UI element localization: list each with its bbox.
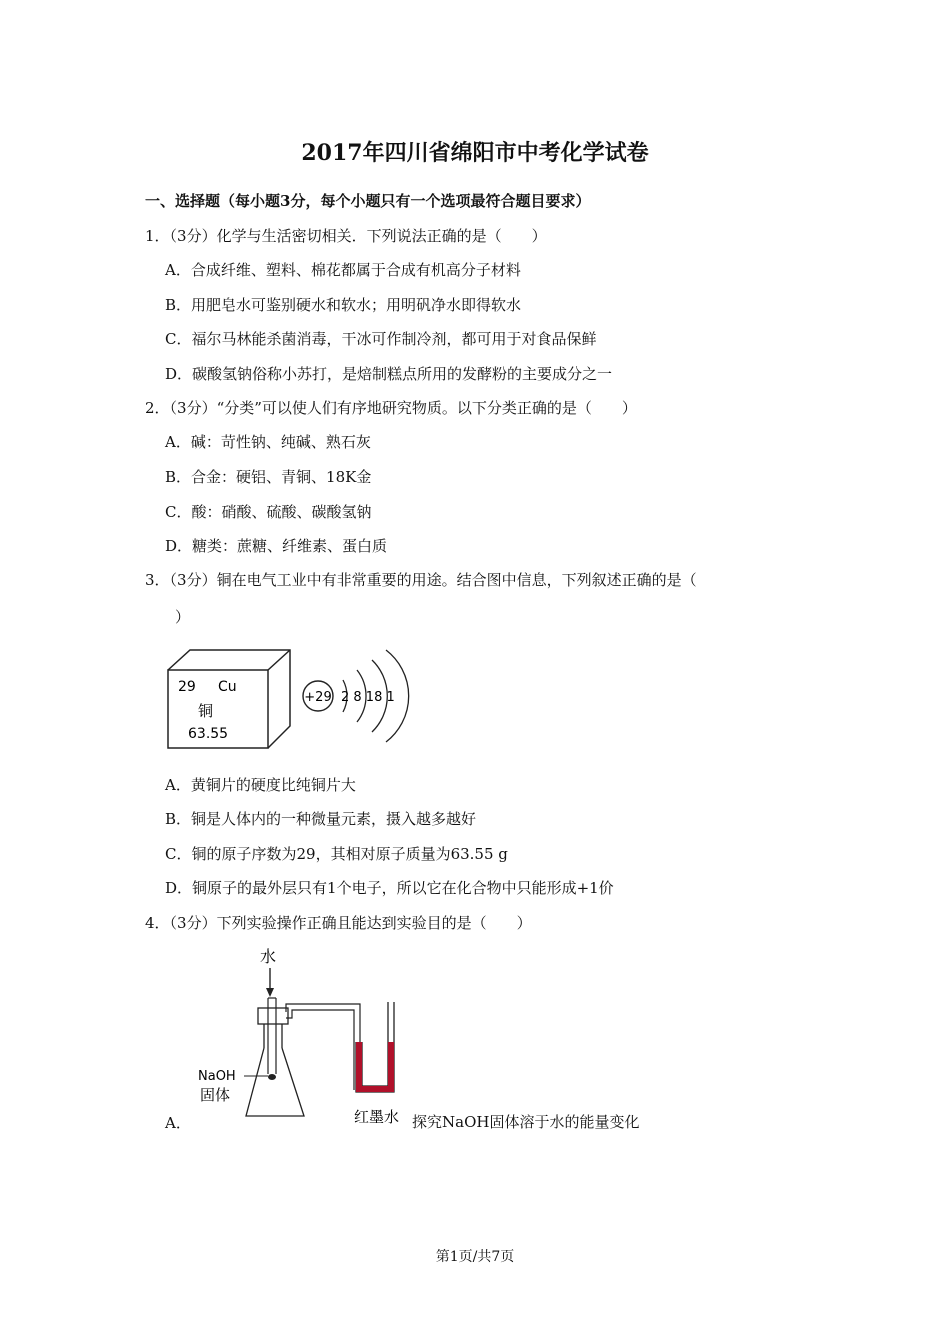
dropper-tube <box>268 998 276 1074</box>
q1-option-d: D．碳酸氢钠俗称小苏打，是焙制糕点所用的发酵粉的主要成分之一 <box>165 365 613 383</box>
connecting-tube <box>286 1004 360 1090</box>
water-label: 水 <box>260 947 277 966</box>
naoh-experiment-figure <box>192 942 417 1130</box>
red-ink-label: 红墨水 <box>354 1108 400 1126</box>
q4-option-a-label: A． <box>165 1114 191 1132</box>
question-2-stem: 2．（3分）“分类”可以使人们有序地研究物质。以下分类正确的是（ ） <box>145 399 637 417</box>
page-footer: 第1页/共7页 <box>435 1249 515 1265</box>
section-heading: 一、选择题（每小题3分，每个小题只有一个选项最符合题目要求） <box>145 192 591 210</box>
copper-element-figure <box>160 642 410 758</box>
question-1-stem: 1．（3分）化学与生活密切相关．下列说法正确的是（ ） <box>145 227 547 245</box>
naoh-solid-pellet <box>268 1074 276 1080</box>
atomic-mass: 63.55 <box>188 726 229 742</box>
q1-option-a: A．合成纤维、塑料、棉花都属于合成有机高分子材料 <box>165 261 521 279</box>
q3-option-d: D．铜原子的最外层只有1个电子，所以它在化合物中只能形成+1价 <box>165 879 614 897</box>
element-cell-cube <box>168 650 290 748</box>
q1-option-b: B．用肥皂水可鉴别硬水和软水；用明矾净水即得软水 <box>165 296 522 314</box>
q1-option-c: C．福尔马林能杀菌消毒，干冰可作制冷剂，都可用于对食品保鲜 <box>165 330 597 348</box>
q2-option-c: C．酸：硝酸、硫酸、碳酸氢钠 <box>165 503 372 521</box>
down-arrow-icon <box>266 968 274 997</box>
element-symbol: Cu <box>218 679 237 695</box>
q3-option-b: B．铜是人体内的一种微量元素，摄入越多越好 <box>165 810 477 828</box>
question-4-stem: 4．（3分）下列实验操作正确且能达到实验目的是（ ） <box>145 914 532 932</box>
q2-option-a: A．碱：苛性钠、纯碱、熟石灰 <box>165 433 371 451</box>
nucleus-charge: +29 <box>304 690 332 705</box>
electron-configuration: 2 8 18 1 <box>341 690 395 705</box>
q2-option-b: B．合金：硬铝、青铜、18K金 <box>165 468 372 486</box>
red-ink-fill <box>356 1042 394 1092</box>
q3-option-c: C．铜的原子序数为29，其相对原子质量为63.55 g <box>165 845 508 863</box>
q2-option-d: D．糖类：蔗糖、纤维素、蛋白质 <box>165 537 388 555</box>
erlenmeyer-flask <box>246 1008 304 1116</box>
question-3-stem-cont: ） <box>175 608 191 626</box>
element-name: 铜 <box>198 702 214 720</box>
solid-label: 固体 <box>200 1086 231 1104</box>
page-title: 2017年四川省绵阳市中考化学试卷 <box>301 140 649 166</box>
u-tube <box>356 1002 394 1092</box>
naoh-label: NaOH <box>198 1069 236 1084</box>
q3-option-a: A．黄铜片的硬度比纯铜片大 <box>165 776 356 794</box>
question-3-stem: 3．（3分）铜在电气工业中有非常重要的用途。结合图中信息，下列叙述正确的是（ <box>145 571 697 589</box>
atomic-number: 29 <box>178 679 196 695</box>
q4-option-a-text: 探究NaOH固体溶于水的能量变化 <box>412 1113 640 1131</box>
